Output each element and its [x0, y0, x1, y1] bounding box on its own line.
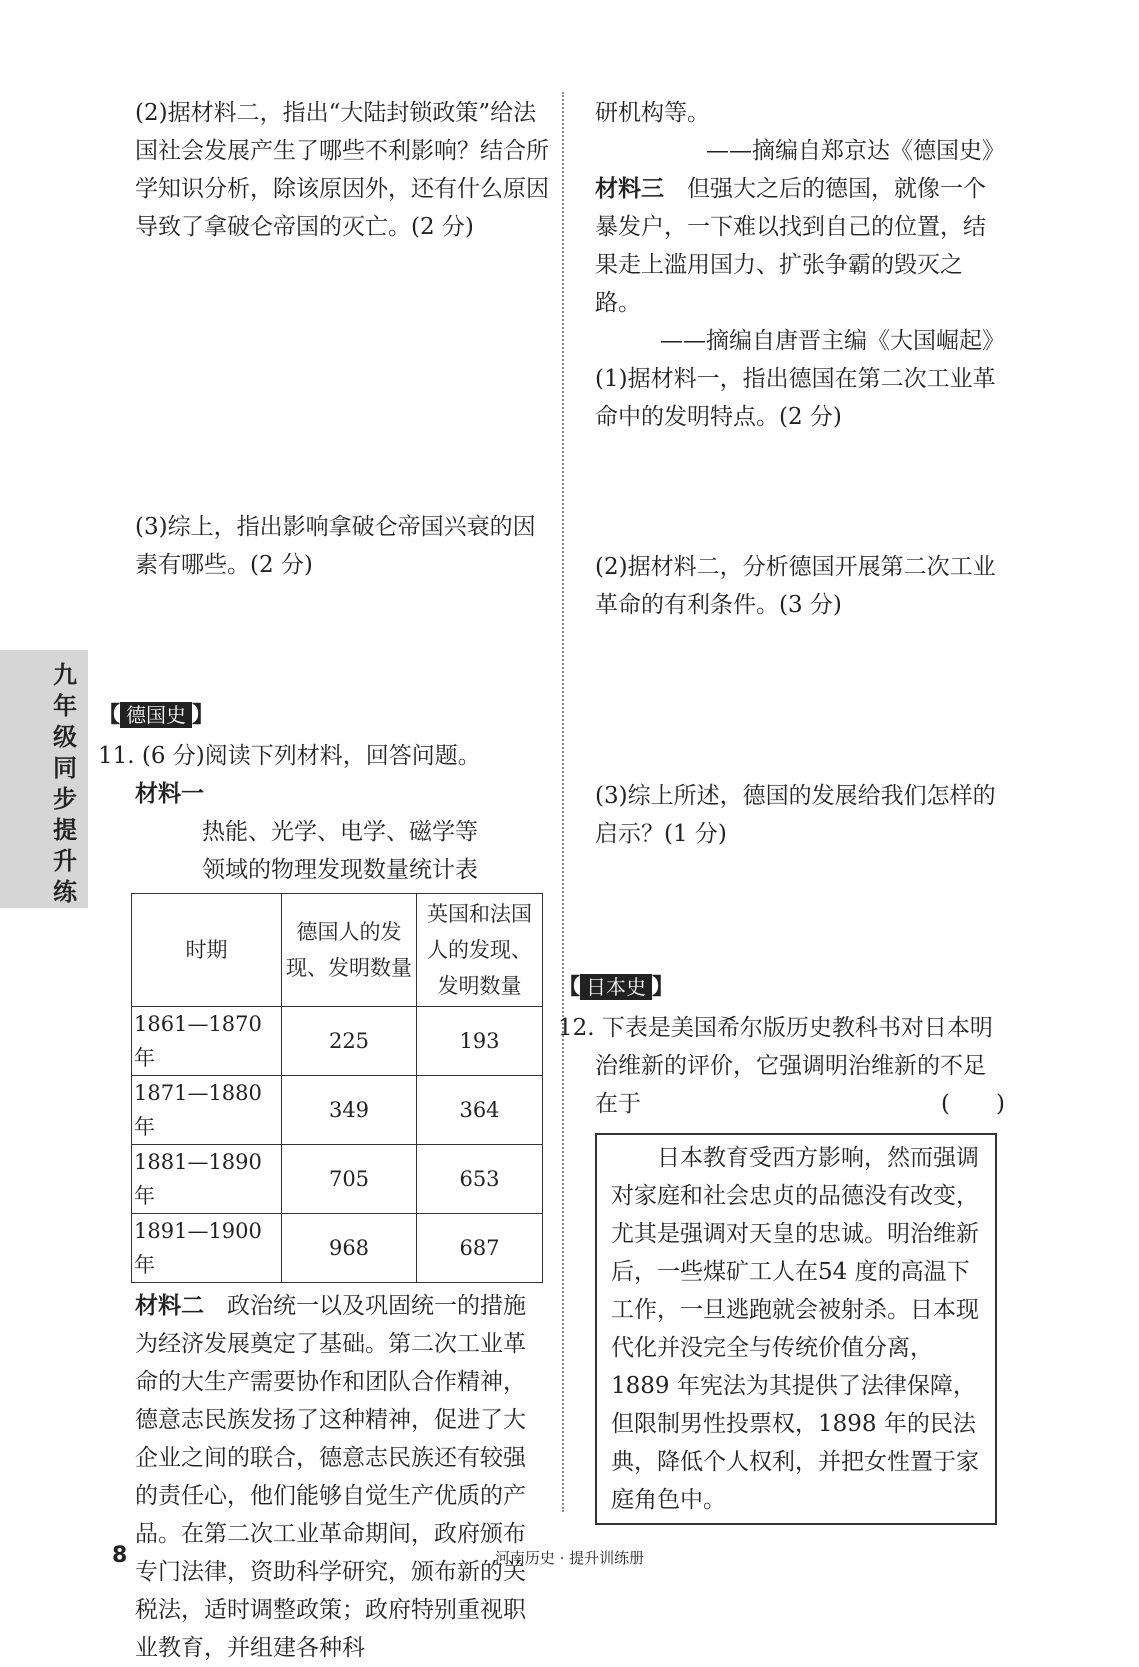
section-tag-japan: 【 日本史 】 — [558, 975, 675, 1000]
table-cell: 968 — [282, 1214, 417, 1283]
table-header: 时期 — [132, 894, 282, 1007]
material-2-continued: 研机构等。 — [595, 100, 710, 126]
table-header: 德国人的发现、发明数量 — [282, 894, 417, 1007]
japan-section — [558, 968, 1008, 1525]
germany-section — [98, 696, 558, 1667]
table-header-row — [132, 894, 543, 1007]
table-cell: 364 — [417, 1076, 543, 1145]
material-2 — [98, 1287, 547, 1667]
quote-text: 日本教育受西方影响，然而强调对家庭和社会忠贞的品德没有改变，尤其是强调对天皇的忠诚。明治维新后，一些煤矿工人在54 度的高温下工作，一旦逃跑就会被射杀。日本现代化并没完全与传统价值分离，1889 年宪法为其提供了法律保障，但限制男性投票权，1898 年的民法典，降低个人权利，并把女性置于家庭角色中。 — [611, 1145, 979, 1513]
quote-box — [595, 1133, 997, 1525]
table-cell: 1871—1880 年 — [132, 1076, 282, 1145]
table-cell: 1861—1870 年 — [132, 1007, 282, 1076]
material-3 — [595, 170, 1005, 322]
material-2-label: 材料二 — [135, 1293, 204, 1319]
right-column — [595, 94, 1005, 436]
left-column — [135, 94, 555, 246]
table-cell: 1881—1890 年 — [132, 1145, 282, 1214]
table-cell: 349 — [282, 1076, 417, 1145]
table-cell: 225 — [282, 1007, 417, 1076]
source-2: ——摘编自唐晋主编《大国崛起》 — [660, 328, 1005, 354]
question-11-2-block — [595, 548, 1005, 624]
section-tag-text: 德国史 — [120, 702, 192, 728]
material-2-text: 政治统一以及巩固统一的措施为经济发展奠定了基础。第二次工业革命的大生产需要协作和团队合作精神，德意志民族发扬了这种精神，促进了大企业之间的联合，德意志民族还有较强的责任心，他们能够自觉生产优质的产品。在第二次工业革命期间，政府颁布专门法律，资助科学研究，颁布新的关税法，适时调整政策；政府特别重视职业教育，并组建各种科 — [135, 1293, 526, 1661]
question-11-3: (3)综上所述，德国的发展给我们怎样的启示？(1 分) — [595, 783, 996, 847]
page-number: 8 — [112, 1543, 128, 1568]
section-tag-text: 日本史 — [580, 974, 652, 1000]
material-1-label: 材料一 — [135, 781, 204, 807]
sidebar-label: 九年级同步提升练 — [53, 661, 77, 906]
table-row — [132, 1076, 543, 1145]
question-11-1: (1)据材料一，指出德国在第二次工业革命中的发明特点。(2 分) — [595, 366, 996, 430]
table-cell: 687 — [417, 1214, 543, 1283]
question-12 — [558, 1009, 1005, 1123]
page-footer: 河南历史 · 提升训练册 — [494, 1549, 645, 1567]
question-10-2: (2)据材料二，指出“大陆封锁政策”给法国社会发展产生了哪些不利影响？结合所学知识分析，除该原因外，还有什么原因导致了拿破仑帝国的灭亡。(2 分) — [135, 100, 549, 240]
table-row — [132, 1214, 543, 1283]
table-cell: 193 — [417, 1007, 543, 1076]
material-3-text: 但强大之后的德国，就像一个暴发户，一下难以找到自己的位置，结果走上滥用国力、扩张争霸的毁灭之路。 — [595, 176, 986, 316]
table-cell: 705 — [282, 1145, 417, 1214]
table-title-1: 热能、光学、电学、磁学等 — [202, 819, 478, 845]
table-row — [132, 1145, 543, 1214]
answer-parentheses: ( ) — [941, 1091, 1005, 1117]
question-11: 11. (6 分)阅读下列材料，回答问题。 — [98, 743, 481, 769]
question-10-3-block — [135, 508, 555, 584]
question-10-3: (3)综上，指出影响拿破仑帝国兴衰的因素有哪些。(2 分) — [135, 514, 536, 578]
material-3-label: 材料三 — [595, 176, 664, 202]
statistics-table — [131, 893, 543, 1283]
table-cell: 653 — [417, 1145, 543, 1214]
section-tag-germany: 【 德国史 】 — [98, 703, 215, 728]
table-title-2: 领域的物理发现数量统计表 — [202, 857, 478, 883]
question-11-2: (2)据材料二，分析德国开展第二次工业革命的有利条件。(3 分) — [595, 554, 996, 618]
question-12-text: 12. 下表是美国希尔版历史教科书对日本明治维新的评价，它强调明治维新的不足在于 — [558, 1015, 993, 1117]
table-cell: 1891—1900 年 — [132, 1214, 282, 1283]
source-1: ——摘编自郑京达《德国史》 — [706, 138, 1005, 164]
question-11-3-block — [595, 777, 1005, 853]
table-header: 英国和法国人的发现、发明数量 — [417, 894, 543, 1007]
table-row — [132, 1007, 543, 1076]
